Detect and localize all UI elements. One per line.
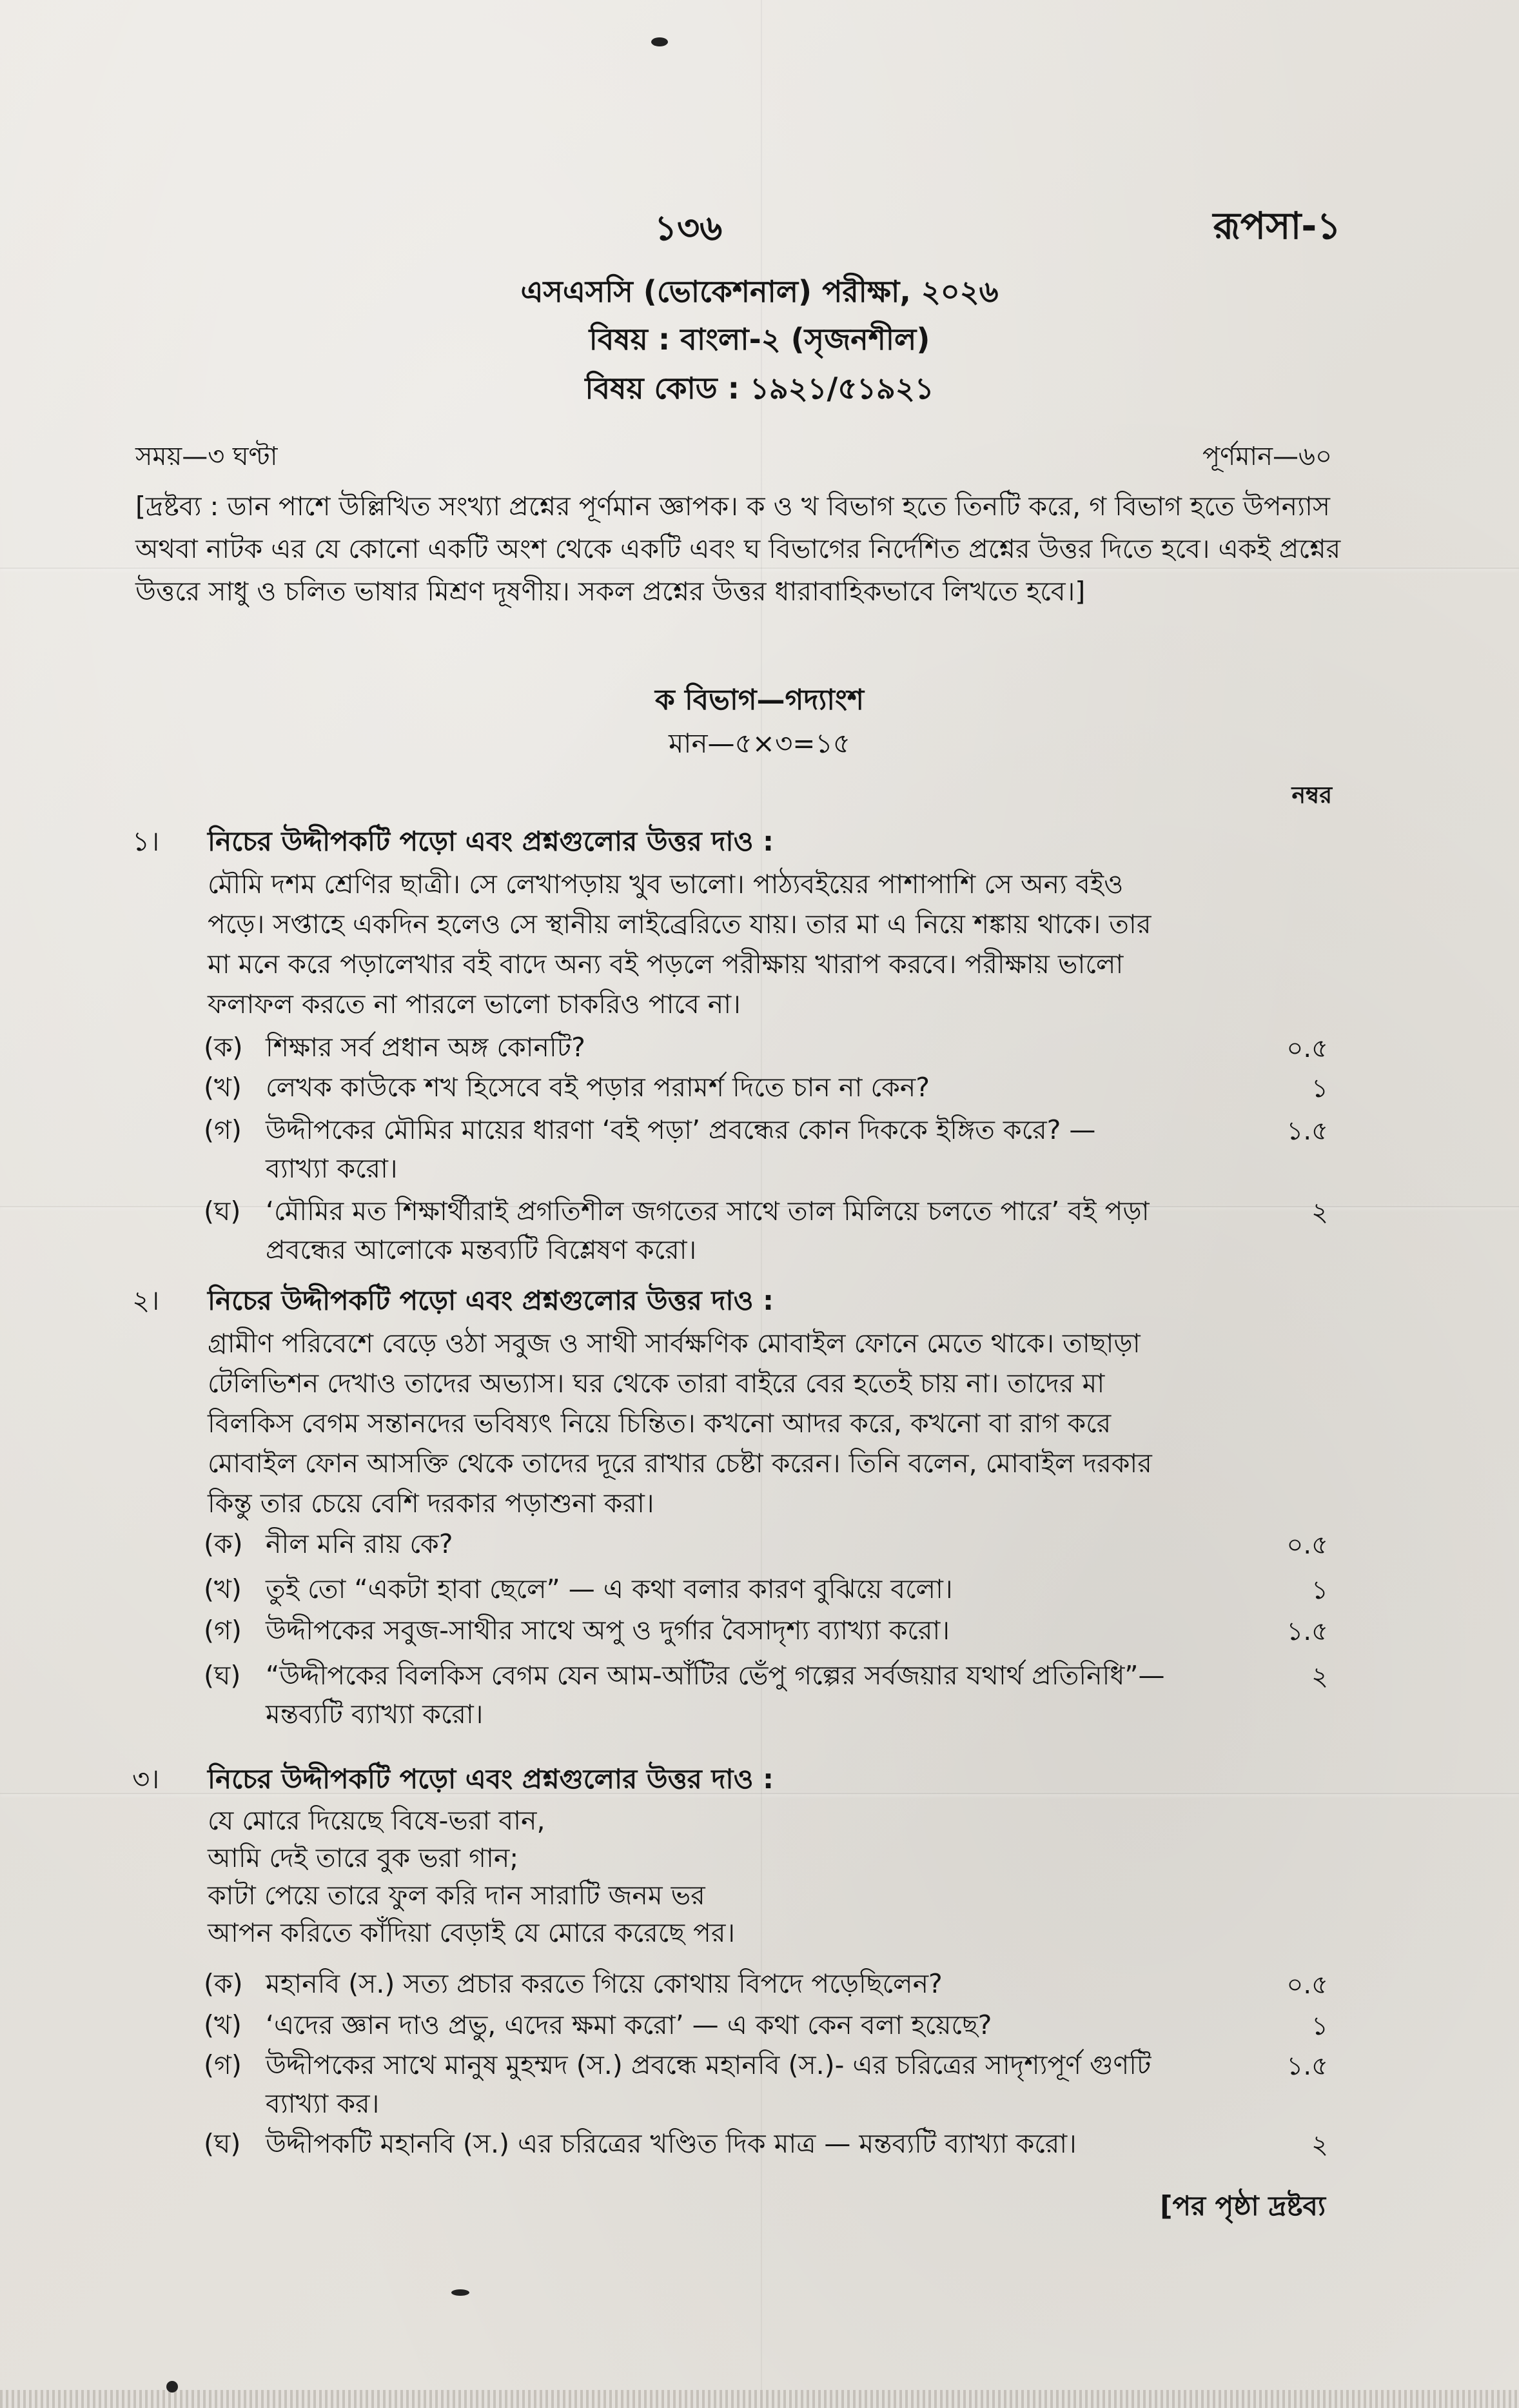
stimulus-line: বিলকিস বেগম সন্তানদের ভবিষ্যৎ নিয়ে চিন্তিত। কখনো আদর করে, কখনো বা রাগ করে (208, 1408, 1112, 1439)
sub-question-mark: ০.৫ (1286, 1530, 1328, 1560)
sub-question-text: নীল মনি রায় কে? (266, 1528, 453, 1559)
stimulus-line: পড়ে। সপ্তাহে একদিন হলেও সে স্থানীয় লাইব্রেরিতে যায়। তার মা এ নিয়ে শঙ্কায় থাকে। তার (208, 909, 1152, 940)
stimulus-line: টেলিভিশন দেখাও তাদের অভ্যাস। ঘর থেকে তারা বাইরে বের হতেই চায় না। তাদের মা (208, 1368, 1105, 1399)
sub-question-text: লেখক কাউকে শখ হিসেবে বই পড়ার পরামর্শ দিতে চান না কেন? (266, 1072, 930, 1103)
ink-mark (166, 2381, 178, 2393)
stimulus-line: মা মনে করে পড়ালেখার বই বাদে অন্য বই পড়লে পরীক্ষায় খারাপ করবে। পরীক্ষায় ভালো (208, 949, 1124, 980)
sub-question-label: (ক) (204, 1032, 243, 1063)
question-number: ২। (132, 1285, 160, 1316)
instructions-block (135, 485, 1341, 613)
sub-question-mark: ১ (1311, 2011, 1328, 2041)
question-prompt: নিচের উদ্দীপকটি পড়ো এবং প্রশ্নগুলোর উত্তর দাও : (208, 1763, 774, 1795)
set-code: ১৩৬ (654, 208, 723, 248)
subject-title: বিষয় : বাংলা-২ (সৃজনশীল) (589, 322, 930, 357)
section-marks: মান—৫×৩=১৫ (668, 727, 851, 759)
stimulus-line: যে মোরে দিয়েছে বিষে-ভরা বান, (208, 1805, 545, 1836)
set-name: রূপসা-১ (1213, 204, 1341, 248)
sub-question-label: (ক) (204, 1528, 243, 1559)
scan-edge (0, 2390, 1519, 2408)
question-prompt: নিচের উদ্দীপকটি পড়ো এবং প্রশ্নগুলোর উত্তর দাও : (208, 1285, 774, 1316)
sub-question-mark: ২ (1311, 1198, 1328, 1227)
question-number: ৩। (132, 1763, 160, 1795)
sub-question-label: (ক) (204, 1968, 243, 1999)
exam-time: সময়—৩ ঘণ্টা (135, 442, 278, 471)
sub-question-text: ব্যাখ্যা কর। (266, 2088, 380, 2119)
exam-title: এসএসসি (ভোকেশনাল) পরীক্ষা, ২০২৬ (520, 274, 999, 309)
full-marks: পূর্ণমান—৬০ (1202, 442, 1332, 471)
sub-question-label: (খ) (204, 2009, 242, 2040)
stimulus-line: মৌমি দশম শ্রেণির ছাত্রী। সে লেখাপড়ায় খুব ভালো। পাঠ্যবইয়ের পাশাপাশি সে অন্য বইও (208, 869, 1124, 900)
next-page-note: [পর পৃষ্ঠা দ্রষ্টব্য (1160, 2190, 1326, 2222)
sub-question-text: ‘মৌমির মত শিক্ষার্থীরাই প্রগতিশীল জগতের সাথে তাল মিলিয়ে চলতে পারে’ বই পড়া (266, 1196, 1150, 1227)
sub-question-text: মহানবি (স.) সত্য প্রচার করতে গিয়ে কোথায় বিপদে পড়েছিলেন? (266, 1968, 943, 1999)
sub-question-text: মন্তব্যটি ব্যাখ্যা করো। (266, 1699, 484, 1730)
stimulus-line: আমি দেই তারে বুক ভরা গান; (208, 1842, 519, 1873)
instructions-label: [দ্রষ্টব্য : (135, 491, 219, 522)
sub-question-text: উদ্দীপকের সাথে মানুষ মুহম্মদ (স.) প্রবন্ধে মহানবি (স.)- এর চরিত্রের সাদৃশ্যপূর্ণ গুণটি (266, 2049, 1152, 2080)
question-number: ১। (132, 825, 160, 857)
sub-question-label: (খ) (204, 1072, 242, 1103)
section-title: ক বিভাগ—গদ্যাংশ (654, 684, 864, 716)
sub-question-text: প্রবন্ধের আলোকে মন্তব্যটি বিশ্লেষণ করো। (266, 1234, 697, 1265)
ink-mark (451, 2289, 469, 2296)
sub-question-mark: ১.৫ (1286, 2051, 1328, 2081)
sub-question-text: উদ্দীপকটি মহানবি (স.) এর চরিত্রের খণ্ডিত দিক মাত্র — মন্তব্যটি ব্যাখ্যা করো। (266, 2128, 1077, 2159)
sub-question-label: (ঘ) (204, 1196, 241, 1227)
sub-question-mark: ০.৫ (1286, 1970, 1328, 2000)
stimulus-line: গ্রামীণ পরিবেশে বেড়ে ওঠা সবুজ ও সাথী সার্বক্ষণিক মোবাইল ফোনে মেতে থাকে। তাছাড়া (208, 1328, 1141, 1359)
stimulus-line: কাটা পেয়ে তারে ফুল করি দান সারাটি জনম ভর (208, 1880, 705, 1911)
sub-question-mark: ২ (1311, 1662, 1328, 1692)
sub-question-text: শিক্ষার সর্ব প্রধান অঙ্গ কোনটি? (266, 1032, 585, 1063)
sub-question-mark: ১.৫ (1286, 1116, 1328, 1146)
sub-question-label: (ঘ) (204, 2128, 241, 2159)
sub-question-label: (গ) (204, 2049, 242, 2080)
question-prompt: নিচের উদ্দীপকটি পড়ো এবং প্রশ্নগুলোর উত্তর দাও : (208, 825, 774, 857)
sub-question-label: (গ) (204, 1615, 242, 1646)
stimulus-line: ফলাফল করতে না পারলে ভালো চাকরিও পাবে না। (208, 989, 741, 1020)
sub-question-label: (ঘ) (204, 1660, 241, 1691)
sub-question-text: ব্যাখ্যা করো। (266, 1153, 398, 1184)
sub-question-label: (খ) (204, 1574, 242, 1604)
stimulus-line: আপন করিতে কাঁদিয়া বেড়াই যে মোরে করেছে পর। (208, 1917, 736, 1948)
sub-question-mark: ১.৫ (1286, 1617, 1328, 1646)
sub-question-text: ‘এদের জ্ঞান দাও প্রভু, এদের ক্ষমা করো’ — এ কথা কেন বলা হয়েছে? (266, 2009, 992, 2040)
stimulus-line: কিন্তু তার চেয়ে বেশি দরকার পড়াশুনা করা। (208, 1488, 654, 1519)
stimulus-line: মোবাইল ফোন আসক্তি থেকে তাদের দূরে রাখার চেষ্টা করেন। তিনি বলেন, মোবাইল দরকার (208, 1448, 1152, 1479)
instructions-text: ডান পাশে উল্লিখিত সংখ্যা প্রশ্নের পূর্ণমান জ্ঞাপক। ক ও খ বিভাগ হতে তিনটি করে, গ বিভাগ হতে উপন্যাস অথবা নাটক এর যে কোনো একটি অংশ থেকে একটি এবং ঘ বিভাগের নির্দেশিত প্রশ্নের উত্তর দিতে হবে। একই প্রশ্নের উত্তরে সাধু ও চলিত ভাষার মিশ্রণ দূষণীয়। সকল প্রশ্নের উত্তর ধারাবাহিকভাবে লিখতে হবে।] (135, 491, 1341, 607)
sub-question-mark: ২ (1311, 2130, 1328, 2160)
sub-question-mark: ১ (1311, 1074, 1328, 1103)
sub-question-text: উদ্দীপকের সবুজ-সাথীর সাথে অপু ও দুর্গার বৈসাদৃশ্য ব্যাখ্যা করো। (266, 1615, 950, 1646)
sub-question-mark: ১ (1311, 1575, 1328, 1605)
sub-question-text: “উদ্দীপকের বিলকিস বেগম যেন আম-আঁটির ভেঁপু গল্পের সর্বজয়ার যথার্থ প্রতিনিধি”— (266, 1660, 1165, 1691)
sub-question-label: (গ) (204, 1114, 242, 1145)
sub-question-text: তুই তো “একটা হাবা ছেলে” — এ কথা বলার কারণ বুঝিয়ে বলো। (266, 1574, 953, 1604)
marks-column-header: নম্বর (1291, 782, 1332, 809)
ink-mark (651, 37, 668, 46)
sub-question-mark: ০.৫ (1286, 1034, 1328, 1063)
sub-question-text: উদ্দীপকের মৌমির মায়ের ধারণা ‘বই পড়া’ প্রবন্ধের কোন দিককে ইঙ্গিত করে? — (266, 1114, 1096, 1145)
subject-code: বিষয় কোড : ১৯২১/৫১৯২১ (585, 371, 934, 406)
